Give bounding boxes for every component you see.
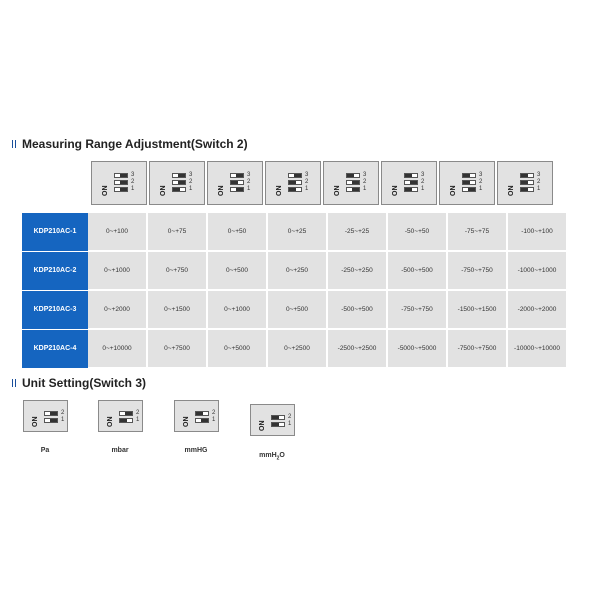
dip-toggle (462, 173, 476, 178)
dip-toggle (44, 418, 58, 423)
dip-position-number: 2 (479, 179, 483, 185)
dip-toggle (195, 411, 209, 416)
unit-label: mmHG (184, 447, 208, 454)
dip-position-number: 2 (363, 179, 367, 185)
on-label: ON (508, 185, 515, 196)
range-cell: -750~+750 (387, 290, 447, 329)
range-cell: -750~+750 (447, 251, 507, 290)
dip-toggle (520, 187, 534, 192)
range-cell: -75~+75 (447, 213, 507, 251)
unit-section-title (12, 376, 146, 390)
range-cell: 0~+1000 (207, 290, 267, 329)
unit-label-main: mmH (259, 452, 277, 459)
dip-position-number: 3 (247, 172, 251, 178)
range-cell: -500~+500 (387, 251, 447, 290)
dip-position-number: 2 (305, 179, 309, 185)
range-cell: -100~+100 (507, 213, 567, 251)
dip-toggle (172, 187, 186, 192)
range-cell: 0~+5000 (207, 329, 267, 368)
dip-position-number: 2 (421, 179, 425, 185)
dip-position-number: 1 (189, 186, 193, 192)
on-label: ON (450, 185, 457, 196)
range-cell: -2000~+2000 (507, 290, 567, 329)
dip-position-number: 2 (247, 179, 251, 185)
dip-toggle (119, 418, 133, 423)
dip-position-number: 2 (61, 410, 65, 416)
range-cell: 0~+750 (147, 251, 207, 290)
range-table (22, 213, 568, 369)
unit-switch-box (250, 404, 295, 436)
range-cell: 0~+100 (88, 213, 147, 251)
range-cell: -25~+25 (327, 213, 387, 251)
dip-toggle (288, 187, 302, 192)
on-label: ON (183, 416, 190, 427)
model-name: KDP210AC-2 (22, 251, 88, 290)
range-section-title (12, 137, 248, 151)
unit-switch-box (98, 400, 143, 432)
dip-toggle (404, 180, 418, 185)
dip-position-number: 3 (189, 172, 193, 178)
dip-position-number: 3 (479, 172, 483, 178)
range-cell: -1000~+1000 (507, 251, 567, 290)
dip-toggle (346, 187, 360, 192)
dip-toggle (346, 173, 360, 178)
dip-position-number: 1 (479, 186, 483, 192)
dip-toggle (114, 180, 128, 185)
dip-toggle (520, 180, 534, 185)
dip-toggle (404, 173, 418, 178)
dip-toggle (271, 415, 285, 420)
dip-position-number: 3 (131, 172, 135, 178)
switch-setting-4 (265, 161, 321, 205)
range-cell: -1500~+1500 (447, 290, 507, 329)
range-cell: 0~+1000 (88, 251, 147, 290)
range-section-title-text: Measuring Range Adjustment(Switch 2) (22, 137, 248, 151)
on-label: ON (392, 185, 399, 196)
range-cell: 0~+7500 (147, 329, 207, 368)
dip-toggle (288, 173, 302, 178)
model-name: KDP210AC-3 (22, 290, 88, 329)
dip-toggle (230, 173, 244, 178)
range-cell: 0~+500 (207, 251, 267, 290)
on-label: ON (32, 416, 39, 427)
model-name: KDP210AC-1 (22, 213, 88, 251)
dip-position-number: 2 (189, 179, 193, 185)
section-marker-icon (12, 379, 16, 387)
dip-toggle (271, 422, 285, 427)
unit-label-subscript: 2 (276, 455, 280, 462)
dip-toggle (44, 411, 58, 416)
table-row (22, 251, 567, 290)
range-cell: 0~+25 (267, 213, 327, 251)
table-row (22, 213, 567, 251)
dip-toggle (462, 187, 476, 192)
section-marker-icon (12, 140, 16, 148)
dip-toggle (230, 180, 244, 185)
dip-toggle (462, 180, 476, 185)
range-cell: 0~+75 (147, 213, 207, 251)
range-cell: 0~+10000 (88, 329, 147, 368)
table-row (22, 290, 567, 329)
switch-setting-7 (439, 161, 495, 205)
unit-label: mbar (111, 447, 129, 454)
range-cell: -5000~+5000 (387, 329, 447, 368)
on-label: ON (276, 185, 283, 196)
range-cell: -50~+50 (387, 213, 447, 251)
range-cell: 0~+50 (207, 213, 267, 251)
dip-position-number: 3 (537, 172, 541, 178)
on-label: ON (218, 185, 225, 196)
dip-position-number: 1 (288, 421, 292, 427)
on-label: ON (334, 185, 341, 196)
dip-position-number: 1 (136, 417, 140, 423)
dip-toggle (172, 173, 186, 178)
dip-position-number: 1 (537, 186, 541, 192)
range-cell: 0~+2000 (88, 290, 147, 329)
unit-label: Pa (40, 447, 50, 454)
dip-position-number: 2 (288, 414, 292, 420)
range-cell: 0~+250 (267, 251, 327, 290)
dip-toggle (404, 187, 418, 192)
range-cell: -500~+500 (327, 290, 387, 329)
unit-switch-box (23, 400, 68, 432)
dip-toggle (230, 187, 244, 192)
dip-position-number: 3 (421, 172, 425, 178)
dip-toggle (119, 411, 133, 416)
unit-section-title-text: Unit Setting(Switch 3) (22, 376, 146, 390)
switch-header-row (91, 161, 553, 205)
switch-setting-3 (207, 161, 263, 205)
dip-position-number: 2 (537, 179, 541, 185)
dip-position-number: 1 (212, 417, 216, 423)
dip-position-number: 1 (305, 186, 309, 192)
on-label: ON (102, 185, 109, 196)
dip-position-number: 1 (421, 186, 425, 192)
dip-toggle (114, 173, 128, 178)
range-cell: -2500~+2500 (327, 329, 387, 368)
range-cell: -10000~+10000 (507, 329, 567, 368)
on-label: ON (160, 185, 167, 196)
range-cell: 0~+500 (267, 290, 327, 329)
dip-toggle (172, 180, 186, 185)
dip-position-number: 2 (131, 179, 135, 185)
table-row (22, 329, 567, 368)
dip-toggle (114, 187, 128, 192)
switch-setting-6 (381, 161, 437, 205)
dip-toggle (520, 173, 534, 178)
dip-position-number: 1 (363, 186, 367, 192)
on-label: ON (107, 416, 114, 427)
unit-label-tail: O (279, 452, 285, 459)
unit-switch-box (174, 400, 219, 432)
range-cell: -250~+250 (327, 251, 387, 290)
range-cell: 0~+1500 (147, 290, 207, 329)
dip-position-number: 3 (363, 172, 367, 178)
dip-toggle (288, 180, 302, 185)
dip-position-number: 2 (212, 410, 216, 416)
switch-setting-5 (323, 161, 379, 205)
dip-toggle (195, 418, 209, 423)
dip-toggle (346, 180, 360, 185)
unit-label (242, 452, 302, 461)
switch-setting-1 (91, 161, 147, 205)
switch-setting-8 (497, 161, 553, 205)
dip-position-number: 3 (305, 172, 309, 178)
dip-position-number: 1 (131, 186, 135, 192)
dip-position-number: 1 (247, 186, 251, 192)
switch-setting-2 (149, 161, 205, 205)
dip-position-number: 2 (136, 410, 140, 416)
range-cell: -7500~+7500 (447, 329, 507, 368)
range-cell: 0~+2500 (267, 329, 327, 368)
dip-position-number: 1 (61, 417, 65, 423)
model-name: KDP210AC-4 (22, 329, 88, 368)
on-label: ON (259, 420, 266, 431)
